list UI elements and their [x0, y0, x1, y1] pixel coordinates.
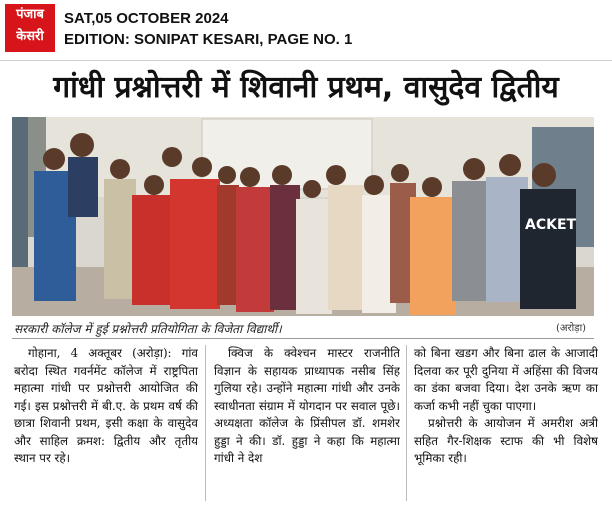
column-1-paragraph: गोहाना, 4 अक्तूबर (अरोड़ा): गांव बरोदा स्थित गवर्नमेंट कॉलेज में राष्ट्रपिता महात्मा गांधी पर प्रश्नोत्तरी आयोजित की गई। इस प्रश्नोत्तरी में बी.ए. के प्रथम वर्ष की छात्रा शिवानी प्रथम, इसी कक्षा के वासुदेव और साहिल क्रमश: द्वितीय और तृतीय स्थान पर रहे। — [14, 346, 198, 465]
article-column-3 — [414, 345, 598, 501]
group-photo — [12, 117, 594, 316]
edition-page: EDITION: SONIPAT KESARI, PAGE NO. 1 — [64, 31, 353, 48]
article-column-1 — [14, 345, 198, 501]
column-3-paragraph-1: को बिना खडग और बिना ढाल के आजादी दिलवा कर पूरी दुनिया में अहिंसा की विजय का डंका बजवा दिया। देश उनके ऋण का कर्जा कभी नहीं चुका पाएगा। — [414, 346, 598, 413]
column-3-paragraph-2: प्रश्नोत्तरी के आयोजन में अमरीश अत्री सहित गैर-शिक्षक स्टाफ की भी विशेष भूमिका रही। — [414, 416, 598, 465]
masthead — [0, 0, 612, 56]
logo-line-2: केसरी — [16, 29, 44, 44]
jersey-text: ACKET — [525, 217, 577, 233]
logo-line-1: पंजाब — [16, 7, 44, 22]
punjab-kesari-logo — [5, 4, 55, 52]
column-divider — [205, 345, 206, 501]
column-divider — [406, 345, 407, 501]
group-photo-illustration — [12, 117, 594, 316]
edition-info — [64, 8, 352, 50]
masthead-divider — [0, 60, 612, 61]
photo-caption: सरकारी कॉलेज में हुई प्रश्नोत्तरी प्रतियोगिता के विजेता विद्यार्थी। — [14, 322, 282, 336]
column-2-paragraph: क्विज के क्वेश्चन मास्टर राजनीति विज्ञान के सहायक प्राध्यापक नसीब सिंह गुलिया रहे। उन्होंने महात्मा गांधी और उनके स्वाधीनता संग्राम में योगदान पर सवाल पूछे। अध्यक्षता कॉलेज के प्रिंसीपल डॉ. शमशेर हुड्डा ने की। डॉ. हुड्डा ने कहा कि महात्मा गांधी ने देश — [214, 346, 400, 465]
caption-divider — [12, 338, 594, 339]
article-column-2 — [214, 345, 400, 501]
photo-credit: (अरोड़ा) — [556, 323, 587, 334]
article-headline: गांधी प्रश्नोत्तरी में शिवानी प्रथम, वासुदेव द्वितीय — [53, 70, 559, 105]
publication-date: SAT,05 OCTOBER 2024 — [64, 10, 229, 27]
